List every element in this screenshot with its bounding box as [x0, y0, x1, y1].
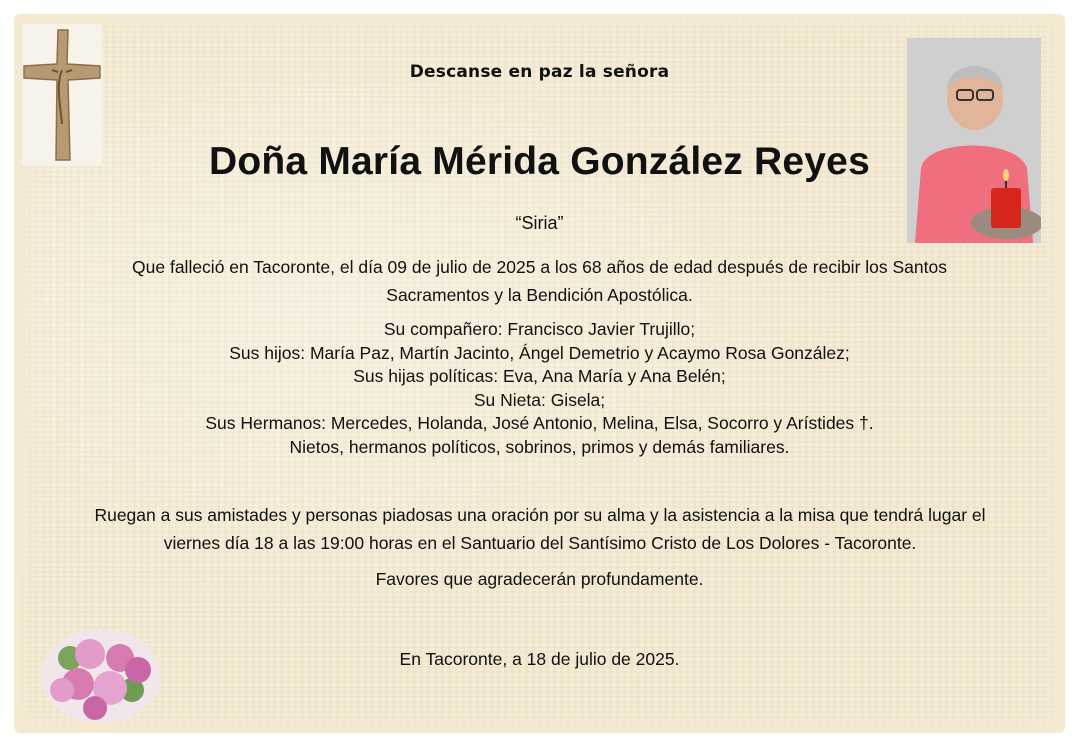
nickname: “Siria” — [515, 213, 564, 233]
mass-line: Ruegan a sus amistades y personas piadosas una oración por su alma y la asistencia a la misa que tendrá lugar el — [94, 505, 986, 525]
family-line: Nietos, hermanos políticos, sobrinos, primos y demás familiares. — [289, 436, 790, 457]
family-line: Sus Hermanos: Mercedes, Holanda, José Antonio, Melina, Elsa, Socorro y Arístides †. — [205, 413, 874, 433]
mass-line: viernes día 18 a las 19:00 horas en el Santuario del Santísimo Cristo de Los Dolores - Tacoronte. — [163, 533, 917, 553]
death-notice-line: Que falleció en Tacoronte, el día 09 de julio de 2025 a los 68 años de edad después de recibir los Santos — [132, 257, 947, 277]
deceased-name: Doña María Mérida González Reyes — [209, 140, 870, 183]
mass-announcement — [40, 501, 1040, 557]
thanks-text: Favores que agradecerán profundamente. — [375, 569, 704, 589]
roses-decoration — [40, 628, 162, 724]
family-line: Sus hijos: María Paz, Martín Jacinto, Ángel Demetrio y Acaymo Rosa González; — [229, 342, 850, 363]
family-line: Sus hijas políticas: Eva, Ana María y Ana Belén; — [353, 366, 726, 386]
intro-text: Descanse en paz la señora — [409, 62, 670, 82]
closing-date: En Tacoronte, a 18 de julio de 2025. — [399, 649, 680, 669]
family-line: Su Nieta: Gisela; — [473, 389, 606, 410]
family-line: Su compañero: Francisco Javier Trujillo; — [383, 319, 696, 339]
death-notice — [0, 253, 1079, 309]
death-notice-line: Sacramentos y la Bendición Apostólica. — [386, 285, 693, 305]
family-list — [0, 318, 1079, 459]
